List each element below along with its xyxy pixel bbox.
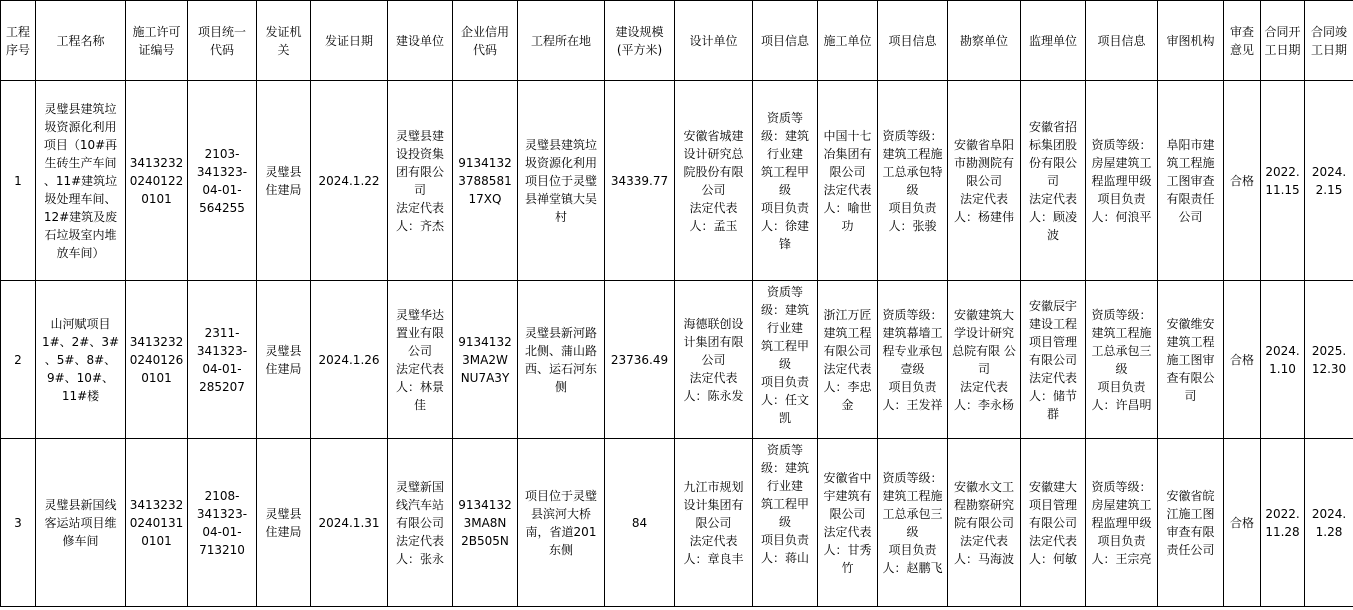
- header-row: [1, 1, 1353, 81]
- cell-designer: 海德联创设 计集团有限 公司 法定代表 人：陈永发: [675, 281, 753, 439]
- header-cell: 监理单位: [1021, 1, 1086, 81]
- cell-start-date: 2024. 1.10: [1261, 281, 1305, 439]
- cell-designer: 安徽省城建 设计研究总 院股份有限 公司 法定代表 人：孟玉: [675, 81, 753, 281]
- cell-review-org: 安徽省皖 江施工图 审查有限 责任公司: [1158, 439, 1224, 607]
- cell-builder: 灵璧县建 设投资集 团有限公 司 法定代表 人：齐杰: [388, 81, 453, 281]
- header-cell: 设计单位: [675, 1, 753, 81]
- cell-construct-info: 资质等级： 建筑幕墙工 程专业承包 壹级 项目负责 人：王发祥: [878, 281, 948, 439]
- cell-end-date: 2025. 12.30: [1305, 281, 1353, 439]
- cell-constructor: 中国十七 冶集团有 限公司 法定代表 人：喻世 功: [818, 81, 878, 281]
- header-cell: 项目统一 代码: [188, 1, 257, 81]
- header-cell: 施工单位: [818, 1, 878, 81]
- cell-project-name: 山河赋项目 1#、2#、3# 、5#、8#、 9#、10#、 11#楼: [36, 281, 126, 439]
- cell-design-info: 资质等 级：建筑 行业建 筑工程甲 级 项目负责 人：蒋山: [753, 439, 818, 607]
- cell-supervisor: 安徽建大 项目管理 有限公司 法定代表 人：何敏: [1021, 439, 1086, 607]
- cell-scale: 84: [605, 439, 675, 607]
- cell-supervisor: 安徽省招 标集团股 份有限公 司 法定代表 人：顾凌 波: [1021, 81, 1086, 281]
- header-cell: 项目信息: [753, 1, 818, 81]
- header-cell: 审查 意见: [1224, 1, 1261, 81]
- header-cell: 发证日期: [311, 1, 388, 81]
- cell-construct-info: 资质等级： 建筑工程施 工总承包三 级 项目负责 人：赵鹏飞: [878, 439, 948, 607]
- header-cell: 施工许可 证编号: [126, 1, 188, 81]
- cell-end-date: 2024. 2.15: [1305, 81, 1353, 281]
- cell-supervisor-info: 资质等级： 房屋建筑工 程监理甲级 项目负责 人：何浪平: [1086, 81, 1158, 281]
- cell-no: 2: [1, 281, 36, 439]
- cell-scale: 23736.49: [605, 281, 675, 439]
- cell-project-code: 2103- 341323- 04-01- 564255: [188, 81, 257, 281]
- header-cell: 工程所在地: [518, 1, 605, 81]
- cell-supervisor-info: 资质等级： 房屋建筑工 程监理甲级 项目负责 人：王宗亮: [1086, 439, 1158, 607]
- cell-permit-number: 3413232 0240131 0101: [126, 439, 188, 607]
- header-cell: 发证机 关: [257, 1, 311, 81]
- cell-issue-date: 2024.1.26: [311, 281, 388, 439]
- cell-no: 3: [1, 439, 36, 607]
- cell-location: 灵璧县新河路 北侧、蒲山路 西、运石河东 侧: [518, 281, 605, 439]
- cell-location: 项目位于灵璧 县滨河大桥 南，省道201 东侧: [518, 439, 605, 607]
- cell-project-code: 2108- 341323- 04-01- 713210: [188, 439, 257, 607]
- header-cell: 勘察单位: [948, 1, 1021, 81]
- cell-location: 灵璧县建筑垃 圾资源化利用 项目位于灵璧 县禅堂镇大吴 村: [518, 81, 605, 281]
- cell-survey: 安徽水文工 程勘察研究 院有限公司 法定代表 人：马海波: [948, 439, 1021, 607]
- cell-builder: 灵璧华达 置业有限 公司 法定代表 人：林景 佳: [388, 281, 453, 439]
- cell-issue-date: 2024.1.31: [311, 439, 388, 607]
- table-row: [1, 81, 1353, 281]
- table-row: [1, 439, 1353, 607]
- cell-design-info: 资质等 级：建筑 行业建 筑工程甲 级 项目负责 人：徐建 锋: [753, 81, 818, 281]
- cell-start-date: 2022. 11.28: [1261, 439, 1305, 607]
- header-cell: 建设规模 (平方米): [605, 1, 675, 81]
- cell-credit-code: 9134132 3788581 17XQ: [453, 81, 518, 281]
- header-cell: 合同竣 工日期: [1305, 1, 1353, 81]
- cell-permit-number: 3413232 0240122 0101: [126, 81, 188, 281]
- header-cell: 建设单位: [388, 1, 453, 81]
- header-cell: 审图机构: [1158, 1, 1224, 81]
- cell-start-date: 2022. 11.15: [1261, 81, 1305, 281]
- cell-opinion: 合格: [1224, 439, 1261, 607]
- cell-project-name: 灵璧县新国线 客运站项目维 修车间: [36, 439, 126, 607]
- cell-designer: 九江市规划 设计集团有 限公司 法定代表 人：章良丰: [675, 439, 753, 607]
- cell-builder: 灵璧新国 线汽车站 有限公司 法定代表 人：张永: [388, 439, 453, 607]
- cell-constructor: 浙江万匠 建筑工程 有限公司 法定代表 人：李忠 金: [818, 281, 878, 439]
- cell-supervisor-info: 资质等级： 建筑工程施 工总承包三 级 项目负责 人：许昌明: [1086, 281, 1158, 439]
- cell-permit-number: 3413232 0240126 0101: [126, 281, 188, 439]
- cell-no: 1: [1, 81, 36, 281]
- cell-supervisor: 安徽辰宇 建设工程 项目管理 有限公司 法定代表 人：储节 群: [1021, 281, 1086, 439]
- cell-construct-info: 资质等级： 建筑工程施 工总承包特 级 项目负责 人：张骏: [878, 81, 948, 281]
- cell-review-org: 安徽维安 建筑工程 施工图审 查有限公 司: [1158, 281, 1224, 439]
- cell-authority: 灵璧县 住建局: [257, 439, 311, 607]
- cell-survey: 安徽建筑大 学设计研究 总院有限 公 司 法定代表 人：李永杨: [948, 281, 1021, 439]
- header-cell: 合同开 工日期: [1261, 1, 1305, 81]
- cell-issue-date: 2024.1.22: [311, 81, 388, 281]
- cell-scale: 34339.77: [605, 81, 675, 281]
- cell-constructor: 安徽省中 宇建筑有 限公司 法定代表 人：甘秀 竹: [818, 439, 878, 607]
- cell-project-code: 2311- 341323- 04-01- 285207: [188, 281, 257, 439]
- cell-design-info: 资质等 级：建筑 行业建 筑工程甲 级 项目负责 人：任文 凯: [753, 281, 818, 439]
- cell-end-date: 2024. 1.28: [1305, 439, 1353, 607]
- cell-authority: 灵璧县 住建局: [257, 281, 311, 439]
- cell-opinion: 合格: [1224, 281, 1261, 439]
- header-cell: 企业信用 代码: [453, 1, 518, 81]
- cell-review-org: 阜阳市建 筑工程施 工图审查 有限责任 公司: [1158, 81, 1224, 281]
- cell-credit-code: 9134132 3MA8N 2B505N: [453, 439, 518, 607]
- header-cell: 项目信息: [1086, 1, 1158, 81]
- cell-survey: 安徽省阜阳 市勘测院有 限公司 法定代表 人：杨建伟: [948, 81, 1021, 281]
- header-cell: 工程 序号: [1, 1, 36, 81]
- cell-authority: 灵璧县 住建局: [257, 81, 311, 281]
- header-cell: 工程名称: [36, 1, 126, 81]
- cell-credit-code: 9134132 3MA2W NU7A3Y: [453, 281, 518, 439]
- cell-project-name: 灵璧县建筑垃 圾资源化利用 项目（10#再 生砖生产车间 、11#建筑垃 圾处理车间、 12#建筑及废 石垃圾室内堆 放车间）: [36, 81, 126, 281]
- table-row: [1, 281, 1353, 439]
- cell-opinion: 合格: [1224, 81, 1261, 281]
- header-cell: 项目信息: [878, 1, 948, 81]
